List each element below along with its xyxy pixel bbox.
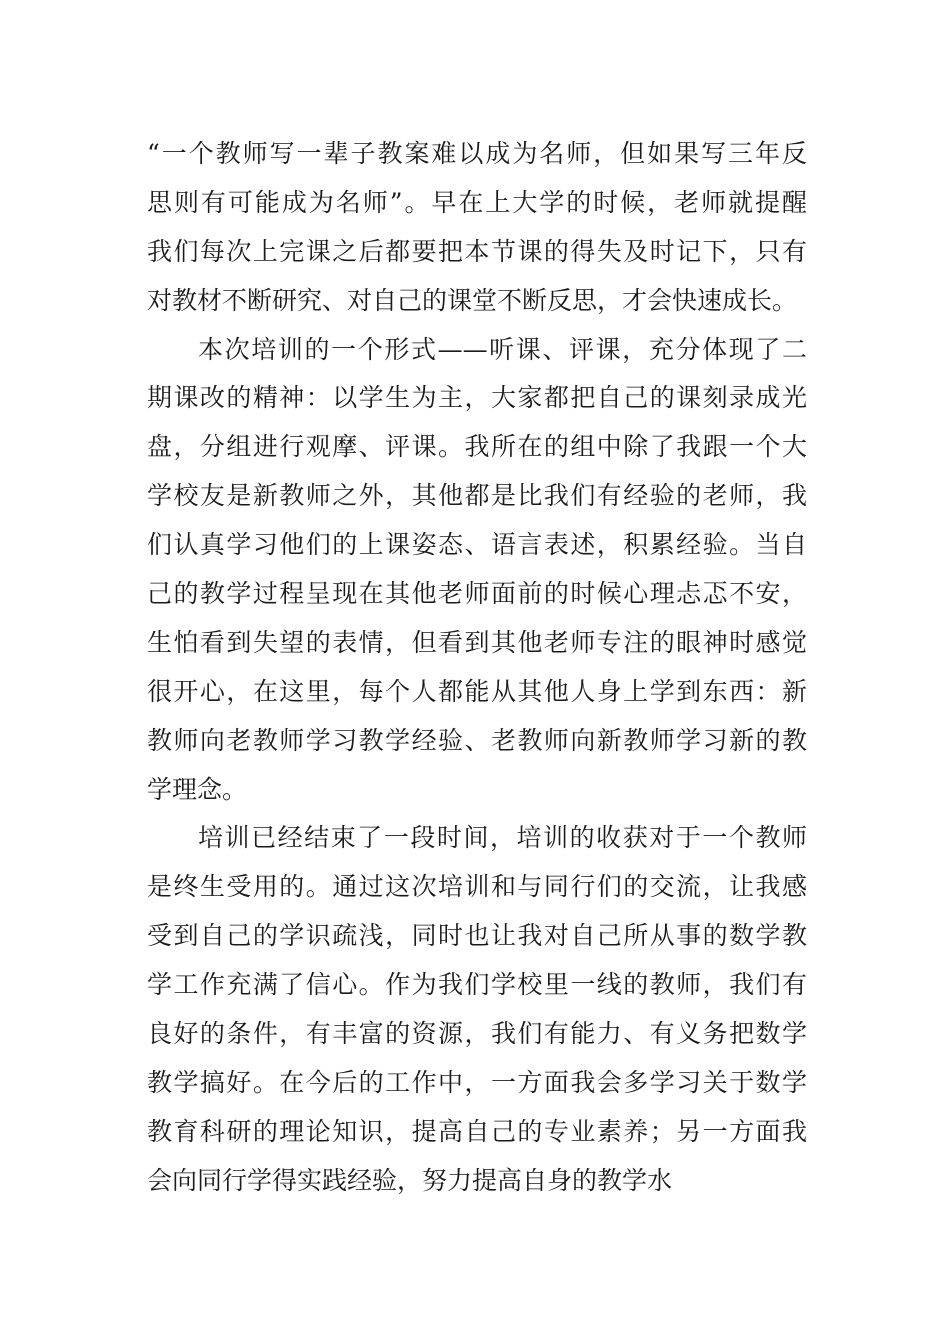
text-line: 受到自己的学识疏浅，同时也让我对自己所从事的数学教 — [147, 921, 807, 951]
text-line: 学理念。 — [147, 774, 248, 804]
paragraph-1 — [147, 130, 807, 326]
document-body — [147, 130, 807, 1206]
text-line: 学校友是新教师之外，其他都是比我们有经验的老师，我 — [147, 481, 807, 511]
text-line: 生怕看到失望的表情，但看到其他老师专注的眼神时感觉 — [147, 627, 807, 657]
text-line: 对教材不断研究、对自己的课堂不断反思，才会快速成长。 — [147, 285, 798, 315]
text-line: 学工作充满了信心。作为我们学校里一线的教师，我们有 — [147, 970, 807, 1000]
paragraph-3 — [147, 814, 807, 1205]
text-line: 己的教学过程呈现在其他老师面前的时候心理忐忑不安， — [147, 579, 807, 609]
text-line: 很开心，在这里，每个人都能从其他人身上学到东西：新 — [147, 676, 807, 706]
text-line: 会向同行学得实践经验，努力提高自身的教学水 — [147, 1165, 673, 1195]
text-line: 教师向老教师学习教学经验、老教师向新教师学习新的教 — [147, 725, 807, 755]
text-line: 是终生受用的。通过这次培训和与同行们的交流，让我感 — [147, 872, 807, 902]
text-line: 教学搞好。在今后的工作中，一方面我会多学习关于数学 — [147, 1067, 807, 1097]
text-line: 盘，分组进行观摩、评课。我所在的组中除了我跟一个大 — [147, 432, 807, 462]
text-line: 思则有可能成为名师”。早在上大学的时候，老师就提醒 — [147, 187, 807, 217]
text-line: 期课改的精神：以学生为主，大家都把自己的课刻录成光 — [147, 383, 807, 413]
text-line: 良好的条件，有丰富的资源，我们有能力、有义务把数学 — [147, 1019, 807, 1049]
paragraph-2 — [147, 326, 807, 815]
text-line: “一个教师写一辈子教案难以成为名师，但如果写三年反 — [147, 139, 807, 168]
text-line: 我们每次上完课之后都要把本节课的得失及时记下，只有 — [147, 236, 807, 266]
text-line: 培训已经结束了一段时间，培训的收获对于一个教师 — [198, 823, 807, 853]
text-line: 教育科研的理论知识，提高自己的专业素养；另一方面我 — [147, 1116, 807, 1146]
text-line: 本次培训的一个形式——听课、评课，充分体现了二 — [198, 334, 807, 364]
text-line: 们认真学习他们的上课姿态、语言表述，积累经验。当自 — [147, 530, 807, 560]
